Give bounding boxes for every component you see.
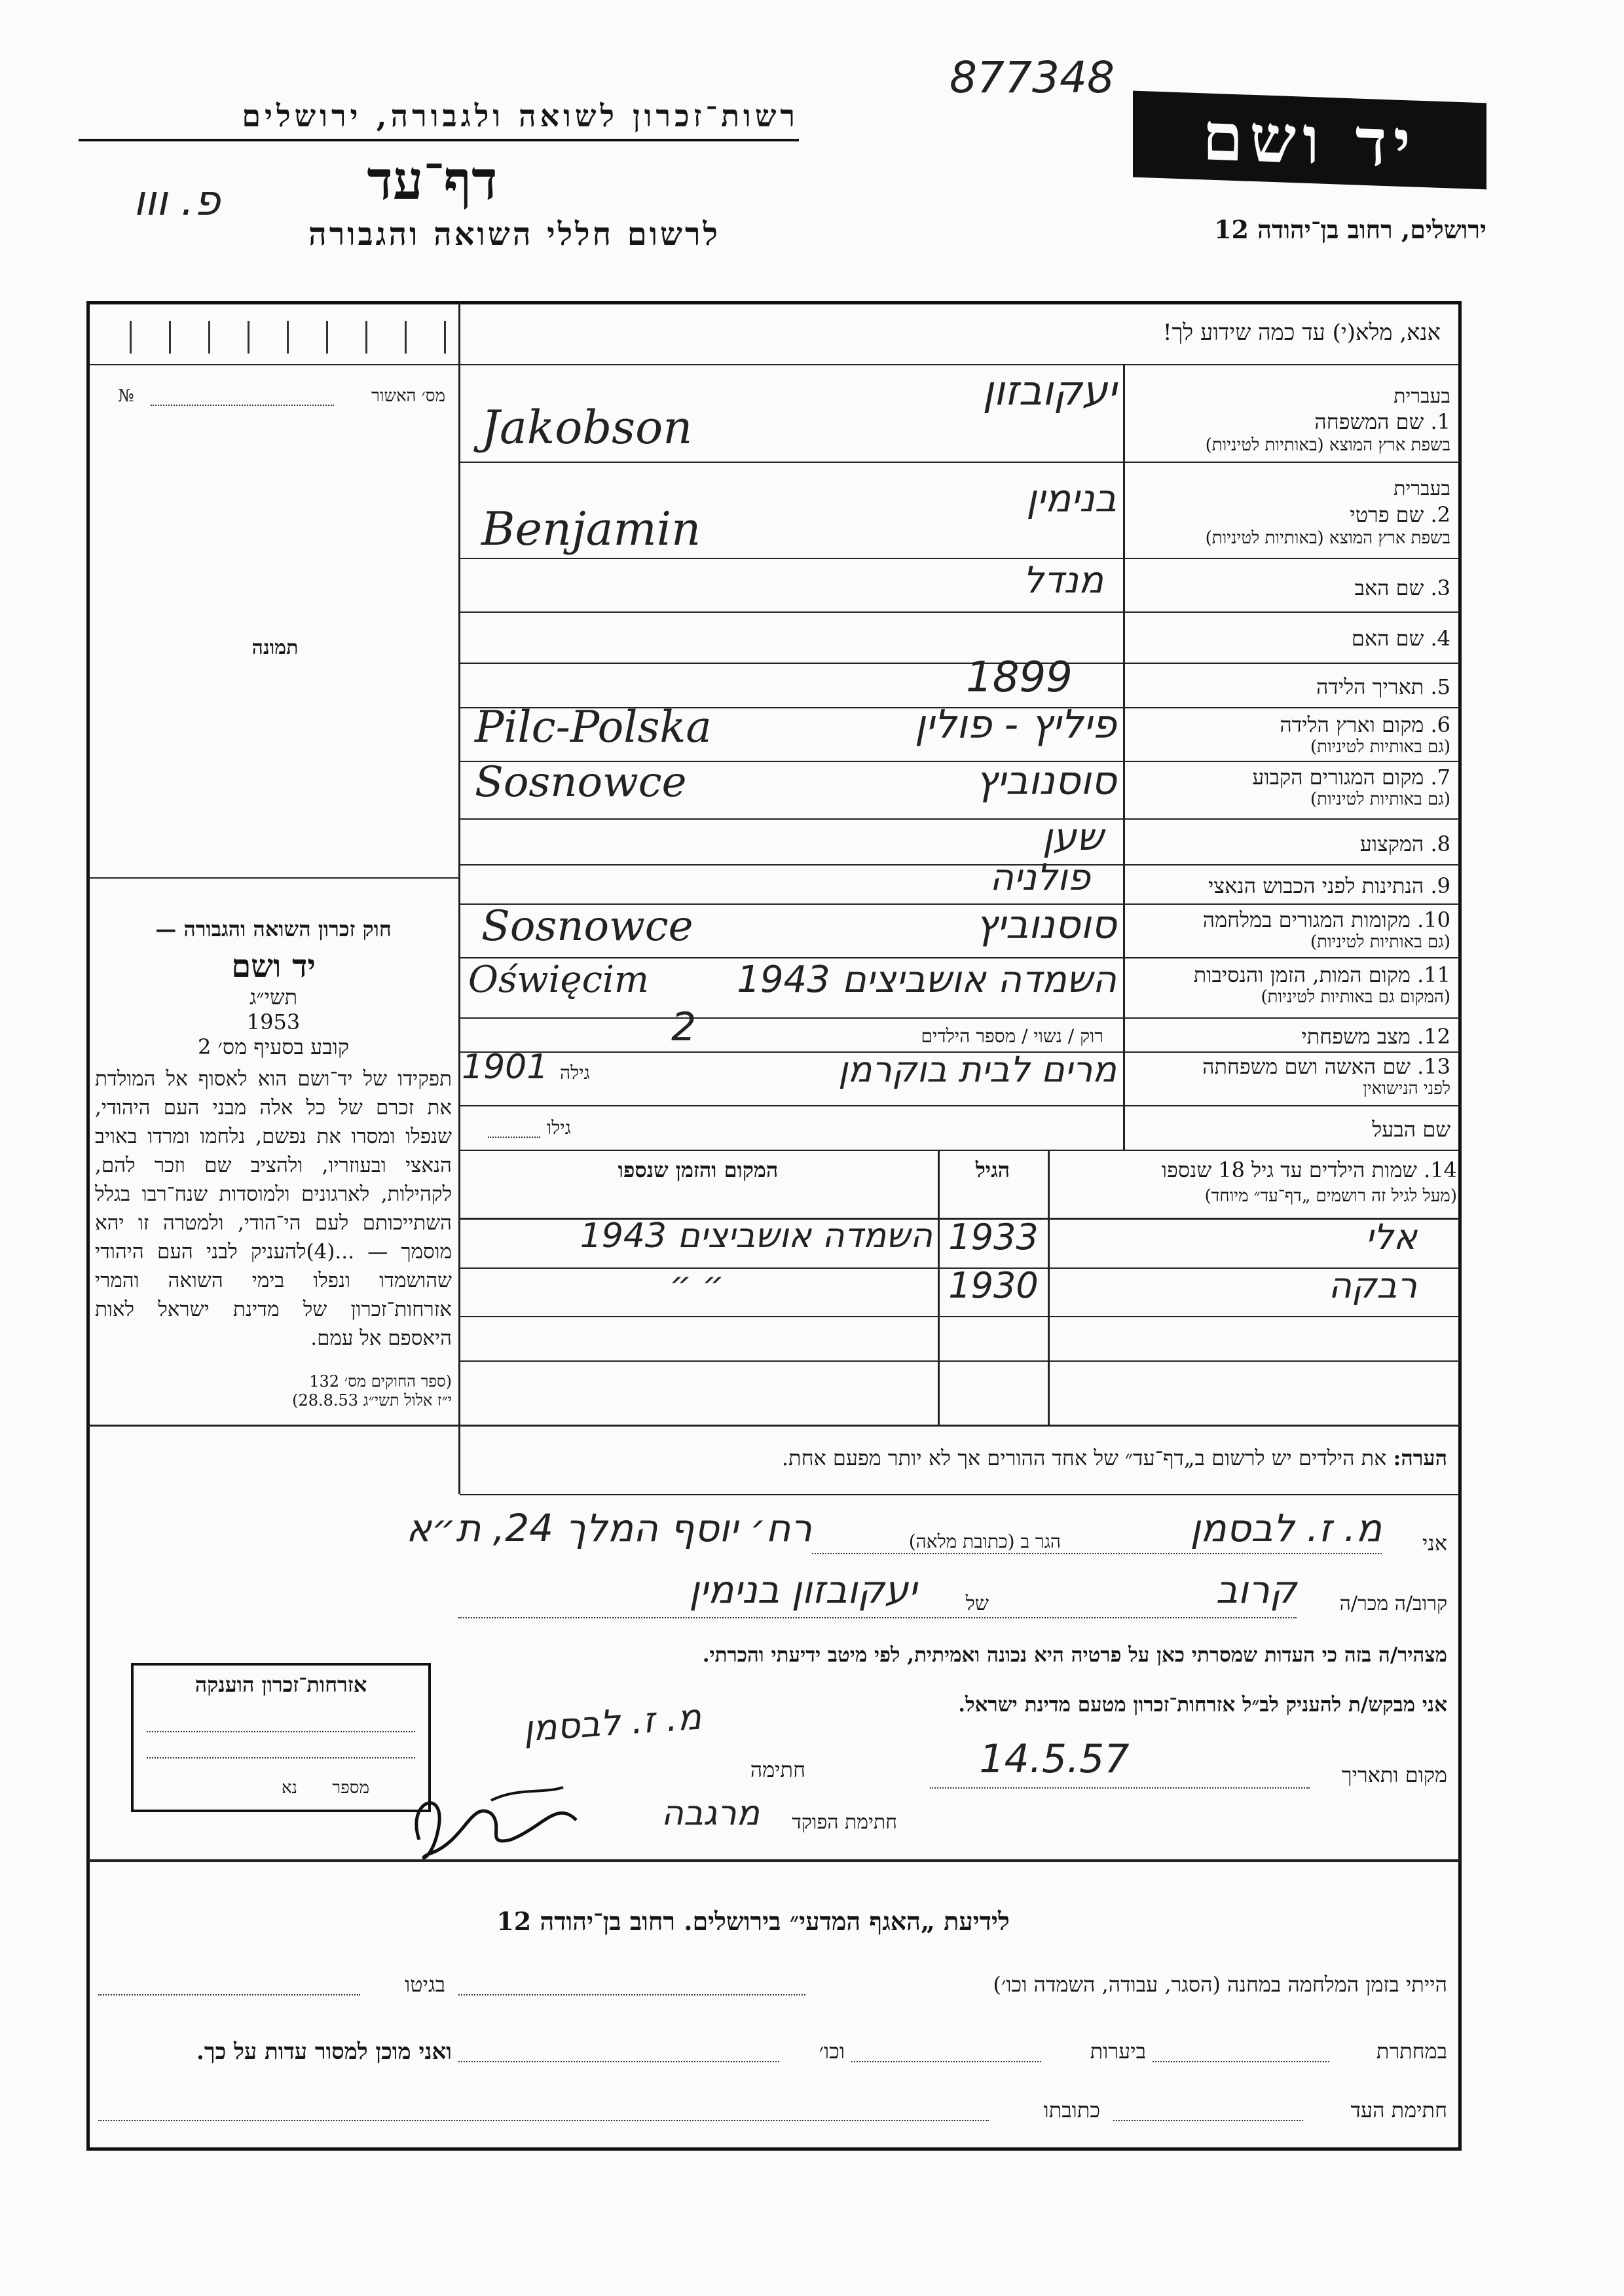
field-sublabel: לפני הנישואין bbox=[1363, 1079, 1450, 1099]
relation-value: קרוב bbox=[1215, 1567, 1297, 1612]
forests-label: ביערות bbox=[1090, 2039, 1146, 2064]
photo-box-bottom bbox=[88, 877, 460, 879]
ghetto-label: בגיטו bbox=[405, 1972, 445, 1997]
field-tag: בעברית bbox=[1393, 385, 1450, 408]
field-label: 6. מקום וארץ הלידה bbox=[1280, 712, 1450, 737]
law-citation-date: י״ז אלול תשי״ג 28.8.53) bbox=[292, 1391, 452, 1410]
citizenship-title: אזרחות־זכרון הוענקה bbox=[194, 1672, 367, 1697]
address: ירושלים, רחוב בן־יהודה 12 bbox=[1214, 215, 1486, 244]
citizenship-box bbox=[131, 1663, 431, 1812]
field-value-hebrew: מרים לבית בוקרמן bbox=[838, 1049, 1116, 1090]
law-section: קובע בסעיף מס׳ 2 bbox=[198, 1034, 349, 1059]
officer-signature: מרגבה bbox=[661, 1794, 760, 1833]
form-subtitle: לרשום חללי השואה והגבורה bbox=[308, 216, 720, 253]
testimony-offer: ואני מוכן למסור עדות על כך. bbox=[196, 2039, 452, 2065]
note-text: את הילדים יש לרשום ב„דף־עד״ של אחד ההורים אך לא יותר מפעם אחת. bbox=[781, 1446, 1387, 1470]
law-citation: (ספר החוקים מס׳ 132 bbox=[309, 1372, 452, 1391]
field-row-husband-name bbox=[462, 1106, 1457, 1150]
field-sublabel: (המקום גם באותיות לטיניות) bbox=[1261, 987, 1450, 1007]
field-sublabel: בשפת ארץ המוצא (באותיות לטיניות) bbox=[1205, 528, 1450, 548]
field-sublabel: (גם באותיות לטיניות) bbox=[1310, 790, 1450, 809]
logo-text: יד ושם bbox=[1202, 98, 1417, 183]
field-label: 7. מקום המגורים הקבוע bbox=[1252, 765, 1450, 790]
field-label: 5. תאריך הלידה bbox=[1316, 674, 1450, 699]
officer-label: חתימת הפוקד bbox=[792, 1811, 897, 1834]
field-value-latin: Oświęcim bbox=[468, 958, 650, 1001]
field-row-birth-place bbox=[462, 702, 1457, 761]
child-name: אלי bbox=[1365, 1216, 1417, 1258]
law-name: יד ושם bbox=[231, 948, 316, 985]
field-row-marital-status bbox=[462, 1004, 1457, 1051]
witness-signature-label: חתימת העד bbox=[1350, 2098, 1447, 2123]
citizenship-number-label: מספר bbox=[332, 1778, 369, 1798]
photo-strip bbox=[90, 314, 457, 360]
field-row-birth-date bbox=[462, 653, 1457, 707]
underground-label: במחתרת bbox=[1376, 2039, 1447, 2064]
field-label: 13. שם האשה ושם משפחתה bbox=[1202, 1054, 1450, 1079]
left-column-divider bbox=[458, 302, 460, 1494]
field-label: 3. שם האב bbox=[1354, 575, 1450, 600]
field-value-latin: Benjamin bbox=[481, 502, 701, 556]
field-label: שם הבעל bbox=[1372, 1117, 1450, 1142]
form-title: דף־עד bbox=[367, 149, 498, 212]
field-label: 11. מקום המות, הזמן והנסיבות bbox=[1193, 962, 1450, 987]
declaration-statement: מצהיר/ה בזה כי העדות שמסרתי כאן על פרטיה היא נכונה ואמיתית, לפי מיטב ידיעתי והכרתי. bbox=[702, 1643, 1447, 1667]
field-value-latin: Pilc-Polska bbox=[475, 702, 712, 752]
field-label: 8. המקצוע bbox=[1359, 831, 1450, 856]
field-label: 1. שם המשפחה bbox=[1314, 409, 1450, 434]
field-value: 1899 bbox=[966, 653, 1073, 702]
field-row-first-name bbox=[462, 463, 1457, 558]
citizenship-request: אני מבקש/ת להעניק לב״ל אזרחות־זכרון מטעם מדינת ישראל. bbox=[958, 1693, 1447, 1717]
citizenship-sub-label: נא bbox=[281, 1778, 297, 1798]
husband-age-label: גילו bbox=[547, 1117, 571, 1139]
field-value-hebrew: מנדל bbox=[1023, 559, 1103, 602]
field-sublabel: (גם באותיות לטיניות) bbox=[1310, 932, 1450, 952]
children-count: 2 bbox=[671, 1004, 697, 1050]
field-value-hebrew: יעקובזון bbox=[982, 367, 1116, 414]
children-row bbox=[461, 1362, 1459, 1425]
field-row-father-name bbox=[462, 559, 1457, 611]
child-death-place: ״ ״ bbox=[669, 1265, 724, 1304]
camp-line-label: הייתי בזמן המלחמה במחנה (הסגר, עבודה, השמדה וכו׳) bbox=[993, 1972, 1447, 1997]
field-label: 10. מקומות המגורים במלחמה bbox=[1202, 907, 1450, 932]
margin-mark: פ. ווו bbox=[133, 177, 221, 225]
authority-underline bbox=[79, 139, 799, 141]
bottom-heading: לידיעת „האגף המדעי״ בירושלים. רחוב בן־יהודה 12 bbox=[496, 1906, 1010, 1936]
number-sign: № bbox=[118, 386, 134, 406]
declaration-date: 14.5.57 bbox=[979, 1736, 1130, 1782]
field-value-latin: Sosnowce bbox=[475, 758, 687, 807]
note-label: הערה: bbox=[1393, 1446, 1447, 1470]
field-label: 9. הנתינות לפני הכבוש הנאצי bbox=[1208, 873, 1450, 898]
etc-label: וכו׳ bbox=[819, 2039, 845, 2064]
field-value-hebrew: סוסנוביץ bbox=[975, 902, 1116, 948]
field-label: 2. שם פרטי bbox=[1350, 502, 1450, 527]
approval-number-row bbox=[98, 386, 452, 412]
relative-label: קרוב/ה מכר/ה bbox=[1339, 1592, 1447, 1615]
field-sublabel: בשפת ארץ המוצא (באותיות לטיניות) bbox=[1205, 435, 1450, 455]
field-value-hebrew: שען bbox=[1042, 814, 1103, 859]
field-value-hebrew: סוסנוביץ bbox=[975, 758, 1116, 804]
law-text: תפקידו של יד־ושם הוא לאסוף אל המולדת את זכרם של כל אלה מבני העם היהודי, שנפלו ומסרו את נפשם, נלחמו ומרדו באויב הנאצי ובעוזריו, ולהציב שם וזכר להם, לקהילות, לארגונים ולמוסדות שנח־רבו בגלל השתייכותם לעם הי־הודי, ולמטרה זו יהא מוסמך — ...(4)להעניק לבני העם היהודי שהושמדו ונפלו בימי השואה והמרי אזרחות־זכרון של מדינת ישראל לאות היאספם אל עמם. bbox=[95, 1067, 452, 1350]
law-box bbox=[95, 917, 452, 1410]
field-row-death-place bbox=[462, 958, 1457, 1017]
field-row-wife-name bbox=[462, 1048, 1457, 1105]
declaration-ani: אני bbox=[1422, 1531, 1447, 1556]
children-row bbox=[461, 1317, 1459, 1360]
marital-options: רוק / נשוי / מספר הילדים bbox=[921, 1025, 1103, 1047]
field-row-residence bbox=[462, 758, 1457, 818]
place-column-header: המקום והזמן שנספו bbox=[618, 1157, 779, 1182]
wife-age-label: גילה bbox=[560, 1062, 590, 1084]
child-death-place: השמדה אושביצים 1943 bbox=[580, 1216, 932, 1256]
signature-label: חתימה bbox=[750, 1757, 805, 1782]
child-age: 1933 bbox=[948, 1216, 1039, 1258]
handwritten-number: 877348 bbox=[950, 52, 1115, 103]
relative-of-name: יעקובזון בנימין bbox=[689, 1567, 917, 1612]
address-label: הגר ב (כתובת מלאה) bbox=[908, 1531, 1061, 1552]
photo-label: תמונה bbox=[251, 636, 299, 659]
child-age: 1930 bbox=[948, 1265, 1039, 1306]
declarant-signature: מ. ז. לבסמן bbox=[521, 1696, 703, 1750]
law-year: 1953 bbox=[246, 1010, 301, 1034]
field-row-mother-name bbox=[462, 613, 1457, 663]
field-value-hebrew: פולניה bbox=[989, 856, 1090, 899]
field-value-hebrew: השמדה אושביצים 1943 bbox=[737, 958, 1116, 1001]
field-tag: בעברית bbox=[1393, 477, 1450, 500]
header bbox=[0, 0, 1624, 301]
children-row bbox=[461, 1216, 1459, 1267]
approval-label: מס׳ האשור bbox=[371, 386, 445, 406]
field-sublabel: (גם באותיות לטיניות) bbox=[1310, 737, 1450, 757]
field-value-latin: Sosnowce bbox=[481, 902, 693, 951]
child-name: רבקה bbox=[1328, 1265, 1417, 1306]
children-row bbox=[461, 1265, 1459, 1316]
field-value-hebrew: בנימין bbox=[1026, 476, 1116, 520]
field-row-wartime-residence bbox=[462, 902, 1457, 957]
note-row bbox=[458, 1446, 1447, 1470]
field-value-hebrew: פיליץ - פולין bbox=[914, 702, 1116, 748]
field-row-family-name bbox=[462, 367, 1457, 462]
declarant-name: מ. ז. לבסמן bbox=[1190, 1506, 1382, 1550]
witness-address-label: כתובתו bbox=[1043, 2098, 1100, 2123]
children-header: 14. שמות הילדים עד גיל 18 שנספו (מעל לגיל זה רושמים „דף־עד״ מיוחד) bbox=[1161, 1157, 1457, 1206]
yad-vashem-logo bbox=[1133, 91, 1486, 190]
law-heading: חוק זכרון השואה והגבורה — bbox=[155, 917, 392, 941]
age-column-header: הגיל bbox=[975, 1157, 1010, 1182]
law-year-heb: תשי״ג bbox=[249, 985, 298, 1010]
place-date-label: מקום ותאריך bbox=[1341, 1762, 1447, 1787]
intro-text: אנא, מלא(י) עד כמה שידוע לך! bbox=[1162, 319, 1441, 346]
field-label: 4. שם האם bbox=[1351, 626, 1450, 651]
wife-age-value: 1901 bbox=[462, 1048, 549, 1087]
field-value-latin: Jakobson bbox=[481, 401, 693, 454]
of-label: של bbox=[965, 1592, 989, 1615]
field-label: 12. מצב משפחתי bbox=[1301, 1024, 1450, 1049]
declarant-address: רח׳ יוסף המלך 24, ת״א bbox=[406, 1506, 812, 1550]
field-row-nationality bbox=[462, 856, 1457, 903]
authority-name: רשות־זכרון לשואה ולגבורה, ירושלים bbox=[242, 98, 799, 134]
